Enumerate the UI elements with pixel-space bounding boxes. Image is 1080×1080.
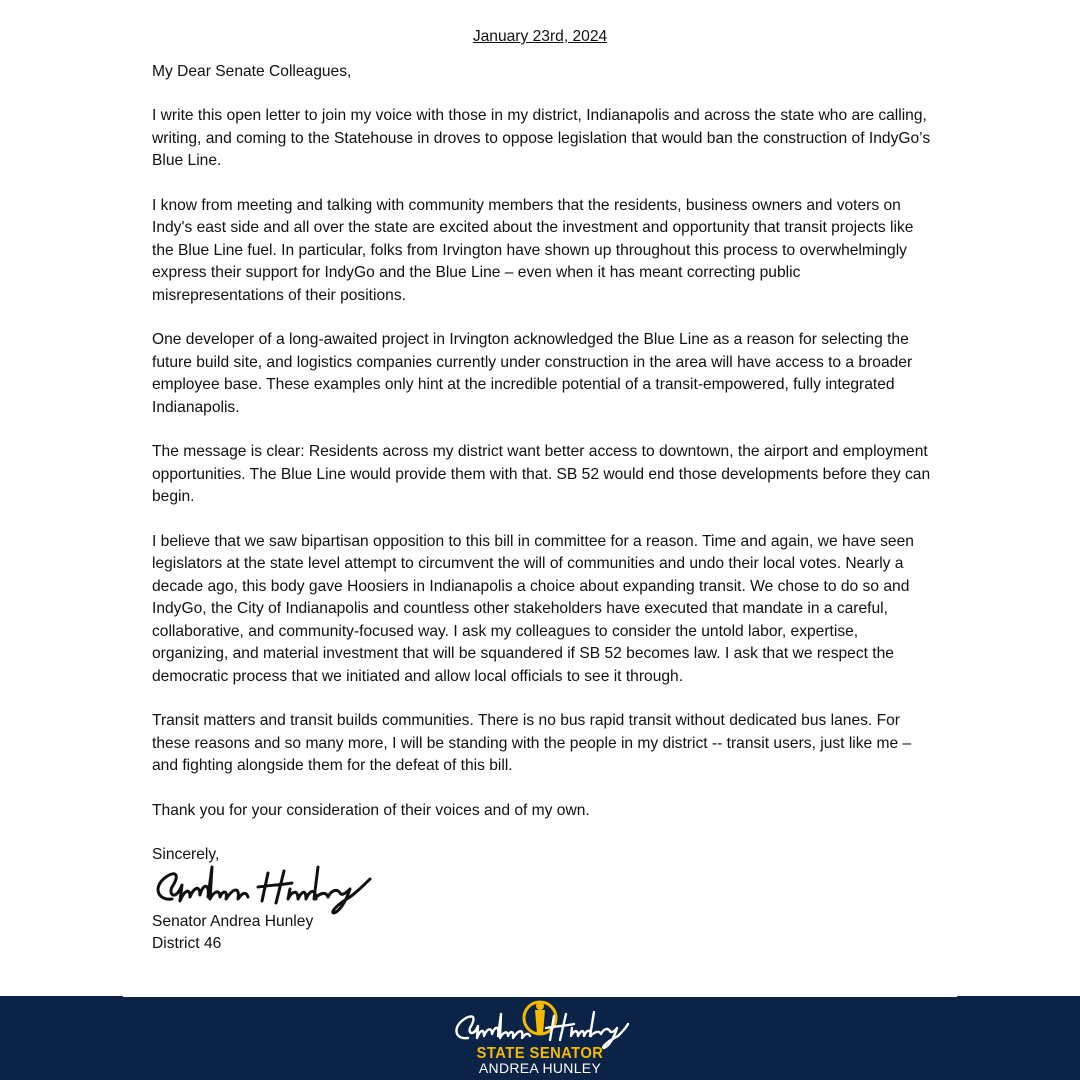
paragraph-3: One developer of a long-awaited project in Irvington acknowledged the Blue Line as a reason for selecting the future build site, and logistics companies currently under construction in the area will have access to a broader employee base. These examples only hint at the incredible potential of a transit-empowered, fully integrated Indianapolis. [152,331,913,416]
paragraph-7: Thank you for your consideration of their voices and of my own. [152,801,590,819]
handwritten-signature-icon [150,863,390,915]
footer-banner [0,996,1080,1080]
salutation: My Dear Senate Colleagues, [152,62,352,80]
campaign-logo [450,996,630,1080]
paragraph-5: I believe that we saw bipartisan opposition to this bill in committee for a reason. Time and again, we have seen legislators at the state level attempt to circumvent the will of communities and undo their local votes. Nearly a decade ago, this body gave Hoosiers in Indianapolis a choice about expanding transit. We chose to do so and IndyGo, the City of Indianapolis and countless other stakeholders have executed that mandate in a careful, collaborative, and community-focused way. I ask my colleagues to consider the untold labor, expertise, organizing, and material investment that will be squandered if SB 52 becomes law. I ask that we respect the democratic process that we initiated and allow local officials to see it through. [152,532,914,685]
logo-artwork-icon [450,996,630,1052]
logo-name: ANDREA HUNLEY [478,1060,602,1076]
letter-date: January 23rd, 2024 [472,28,608,45]
signer-name: Senator Andrea Hunley [152,912,314,930]
paragraph-1: I write this open letter to join my voice with those in my district, Indianapolis and across the state who are calling, writing, and coming to the Statehouse in droves to oppose legislation that would ban the construction of IndyGo’s Blue Line. [152,107,931,169]
signer-district: District 46 [152,935,222,952]
closing: Sincerely, [152,846,220,863]
logo-title: STATE SENATOR [476,1045,604,1062]
paragraph-2: I know from meeting and talking with community members that the residents, business owners and voters on Indy's east side and all over the state are excited about the investment and opportunity that transit projects like the Blue Line fuel. In particular, folks from Irvington have shown up throughout this process to overwhelmingly express their support for IndyGo and the Blue Line – even when it has meant correcting public misrepresentations of their positions. [152,196,914,304]
letter-body [152,26,932,956]
footer-divider [123,994,957,997]
signature [152,867,932,911]
paragraph-6: Transit matters and transit builds communities. There is no bus rapid transit without dedicated bus lanes. For these reasons and so many more, I will be standing with the people in my district -- transit users, just like me – and fighting alongside them for the defeat of this bill. [152,712,912,774]
paragraph-4: The message is clear: Residents across my district want better access to downtown, the airport and employment opportunities. The Blue Line would provide them with that. SB 52 would end those developments before they can begin. [152,443,931,505]
